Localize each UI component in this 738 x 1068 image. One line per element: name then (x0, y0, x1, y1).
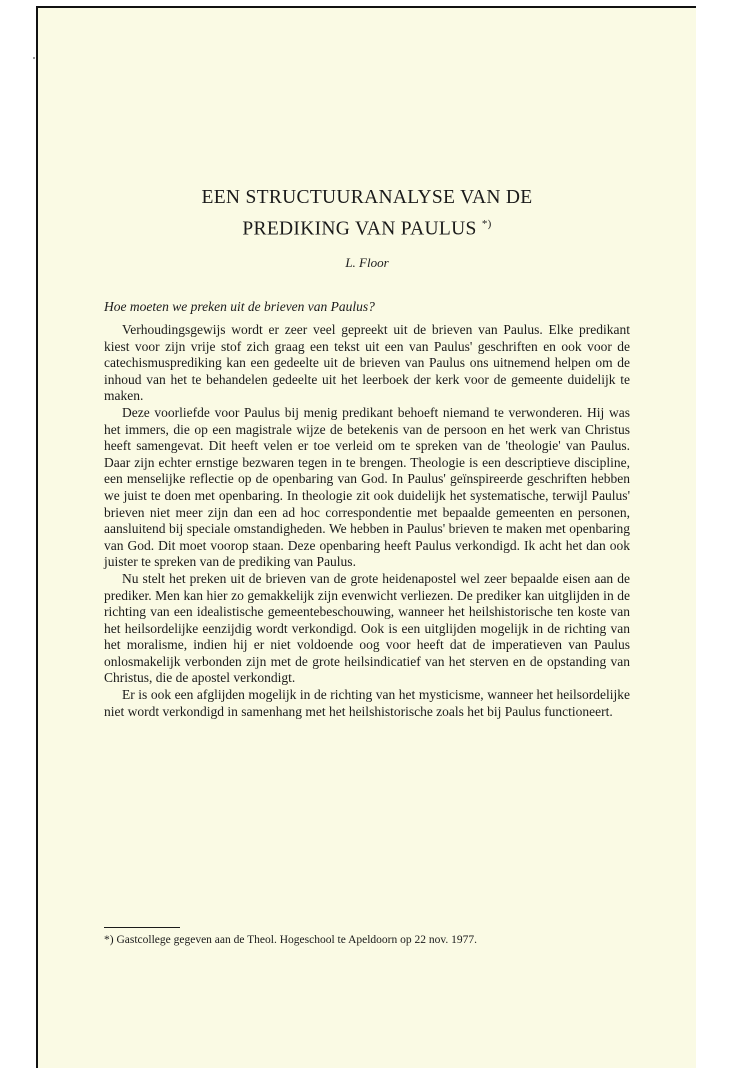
scan-speck (33, 57, 35, 59)
article-body (104, 322, 630, 720)
paragraph-3: Nu stelt het preken uit de brieven van de grote heidenapostel wel zeer bepaalde eisen aan de prediker. Men kan hier zo gemakkelijk zijn evenwicht verliezen. De prediker kan uitglijden in de richting van een idealistische gemeentebeschouwing, wanneer het heilshistorische ten koste van het heilsordelijke eenzijdig wordt verkondigd. Ook is een uitglijden mogelijk in de richting van het moralisme, indien hij er niet voldoende oog voor heeft dat de imperatieven van Paulus onlosmakelijk verbonden zijn met de grote heilsindicatief van het sterven en de opstanding van Christus, die de apostel verkondigt. (104, 570, 630, 686)
footnote-rule (104, 927, 180, 928)
section-heading: Hoe moeten we preken uit de brieven van Paulus? (104, 299, 375, 314)
footnote: *) Gastcollege gegeven aan de Theol. Hogeschool te Apeldoorn op 22 nov. 1977. (104, 934, 478, 946)
author-name: L. Floor (345, 255, 389, 270)
title-line-2 (38, 211, 696, 243)
title-footnote-marker: *) (481, 218, 492, 230)
paragraph-1: Verhoudingsgewijs wordt er zeer veel gepreekt uit de brieven van Paulus. Elke predikant kiest voor zijn vrije stof zich graag een tekst uit een van Paulus' geschriften en ook voor de catechismusprediking kan een gedeelte uit de brieven van Paulus ons uitnemend helpen om de inhoud van het te behandelen gedeelte uit het leerboek der kerk voor de gemeente duidelijk te maken. (104, 322, 630, 404)
article-title (38, 184, 696, 243)
paragraph-2: Deze voorliefde voor Paulus bij menig predikant behoeft niemand te verwonderen. Hij was het immers, die op een magistrale wijze de betekenis van de persoon en het werk van Christus heeft samengevat. Dit heeft velen er toe verleid om te spreken van de 'theologie' van Paulus. Daar zijn echter ernstige bezwaren tegen in te brengen. Theologie is een descriptieve discipline, een menselijke reflectie op de openbaring van God. In Paulus' geïnspireerde geschriften hebben we juist te doen met openbaring. In theologie zit ook duidelijk het systematische, terwijl Paulus' brieven niet meer zijn dan een ad hoc correspondentie met bepaalde gemeenten en personen, aansluitend bij speciale omstandigheden. We hebben in Paulus' brieven te maken met openbaring van God. Dit moet voorop staan. Deze openbaring heeft Paulus verkondigd. Ik acht het dan ook juister te spreken van de prediking van Paulus. (104, 404, 630, 570)
title-line-1: EEN STRUCTUURANALYSE VAN DE (201, 187, 533, 208)
title-line-2-text: PREDIKING VAN PAULUS (242, 218, 477, 240)
paragraph-4: Er is ook een afglijden mogelijk in de richting van het mysticisme, wanneer het heilsordelijke niet wordt verkondigd in samenhang met het heilshistorische zoals het bij Paulus functioneert. (104, 687, 630, 719)
